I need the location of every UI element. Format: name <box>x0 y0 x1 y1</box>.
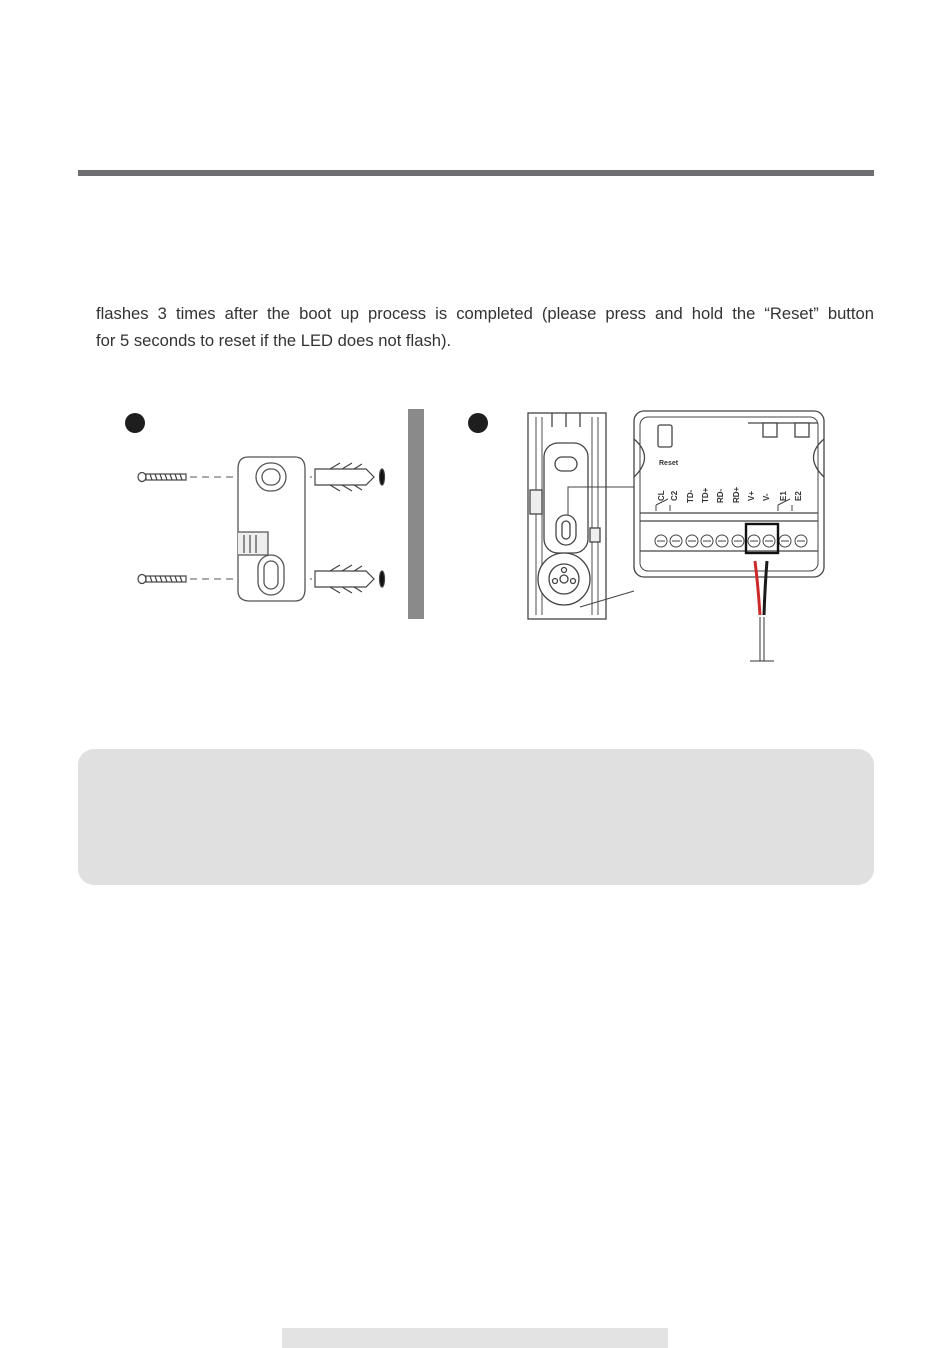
terminal-label-rd-minus: RD- <box>716 488 725 503</box>
terminal-label-td-plus: TD+ <box>701 487 710 503</box>
installation-figure <box>0 395 950 675</box>
wall-anchor-bottom <box>315 565 385 593</box>
terminal-label-v-minus: V- <box>762 493 771 501</box>
device-side-view <box>528 413 606 619</box>
paragraph-line-1: flashes 3 times after the boot up process is completed (please press and hold the “Reset” button <box>96 304 874 323</box>
reset-button <box>658 425 672 447</box>
terminal-label-cl: CL <box>657 490 666 501</box>
step-1-marker <box>125 413 145 433</box>
terminal-label-e1: E1 <box>779 491 788 501</box>
step-2-marker <box>468 413 488 433</box>
terminal-label-v-plus: V+ <box>747 490 756 501</box>
instruction-paragraph <box>96 300 874 354</box>
screw-bottom <box>138 575 186 584</box>
terminal-label-c2: C2 <box>670 490 679 501</box>
terminal-label-e2: E2 <box>794 491 803 501</box>
terminal-label-td-minus: TD- <box>686 489 695 503</box>
terminal-label-rd-plus: RD+ <box>732 486 741 503</box>
wall-anchor-top <box>315 463 385 491</box>
paragraph-line-2: for 5 seconds to reset if the LED does not flash). <box>96 331 452 350</box>
section-divider <box>78 170 874 176</box>
screw-top <box>138 473 186 482</box>
wall <box>408 409 424 619</box>
reset-label: Reset <box>659 460 679 467</box>
mounting-bracket <box>238 457 305 601</box>
note-box <box>78 749 874 885</box>
footer-bar <box>282 1328 668 1348</box>
